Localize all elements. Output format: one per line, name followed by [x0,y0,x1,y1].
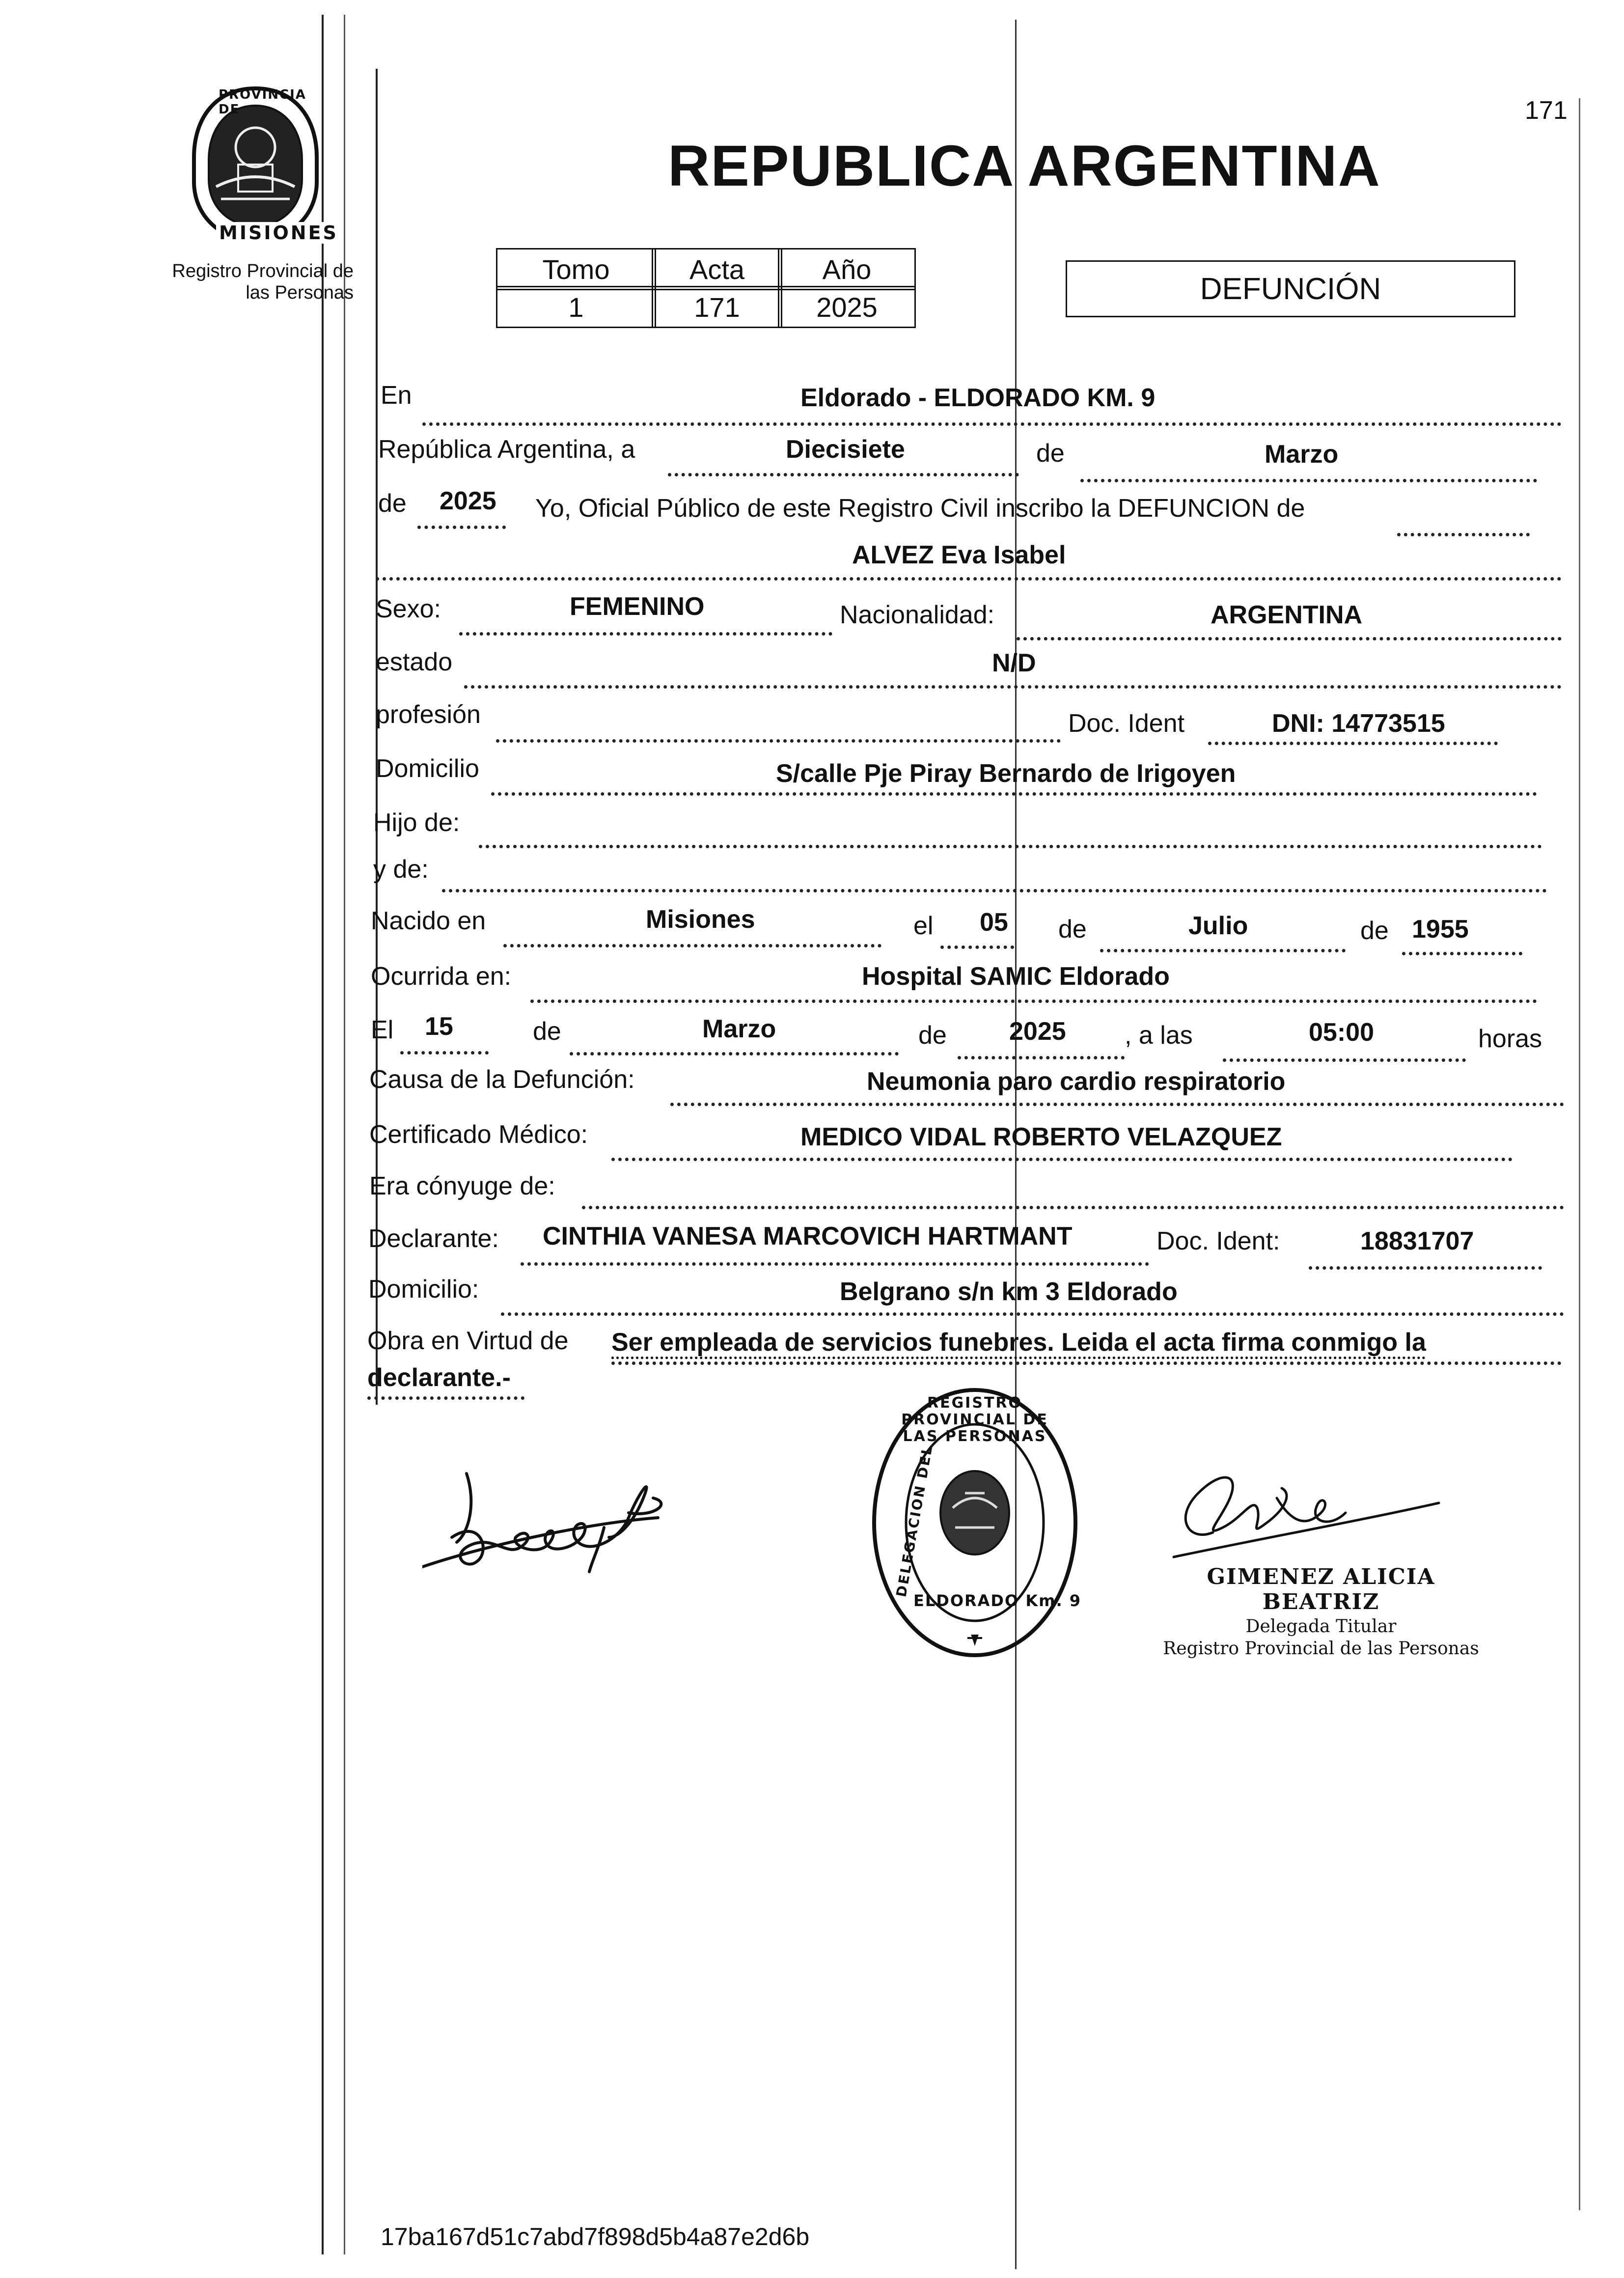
left-margin-rule-3 [376,69,378,1405]
death-year-dots [958,1056,1125,1059]
year-value: 2025 [440,487,496,515]
signatory-name: GIMENEZ ALICIA BEATRIZ [1207,1564,1435,1614]
left-margin-rule-2 [344,15,345,2254]
page-number: 171 [1525,96,1568,125]
table-header-acta: Acta [652,248,782,290]
table-header-ano: Año [778,248,916,290]
table-value-tomo: 1 [496,286,656,328]
causa-dots [670,1103,1564,1106]
day-word-value: Diecisiete [786,435,905,464]
en-dots [422,422,1562,426]
hijo-label: Hijo de: [373,808,460,837]
table-header-tomo: Tomo [496,248,656,290]
ocurrida-label: Ocurrida en: [371,962,512,991]
declarant-signature [422,1444,717,1591]
registry-name [147,260,354,304]
provincial-seal [182,83,338,246]
birth-de2-label: de [1360,917,1389,945]
sexo-label: Sexo: [376,595,441,623]
right-margin-rule [1579,98,1580,2210]
birth-year-dots [1402,952,1522,955]
birth-day-value: 05 [980,908,1008,937]
causa-label: Causa de la Defunción: [369,1065,635,1094]
de-label-2: de [378,489,407,518]
decl-domicilio-label: Domicilio: [368,1275,479,1304]
conyuge-label: Era cónyuge de: [369,1172,555,1200]
death-month-value: Marzo [702,1015,776,1043]
profesion-dots [496,739,1061,743]
stamp-bottom-text: ELDORADO Km. 9 [913,1591,1082,1610]
table-value-ano: 2025 [778,286,916,328]
seal-text-top: PROVINCIA DE [219,87,306,117]
birth-month-dots [1100,949,1346,952]
doc-ident-value: DNI: 14773515 [1272,709,1445,738]
obra-dots-2 [367,1396,524,1400]
conyuge-dots [582,1206,1564,1209]
left-margin-rule [322,15,324,2254]
nacionalidad-value: ARGENTINA [1211,601,1363,629]
registry-name-line2: las Personas [246,282,354,303]
death-year-value: 2025 [1009,1017,1066,1046]
birth-month-value: Julio [1188,912,1248,940]
nacionalidad-dots [1017,637,1562,640]
obra-label: Obra en Virtud de [367,1327,569,1355]
horas-label: horas [1478,1025,1542,1053]
stamp-top-text: REGISTRO PROVINCIAL DE LAS PERSONAS [901,1394,1048,1445]
signatory-office: Registro Provincial de las Personas [1163,1639,1479,1659]
oficial-text: Yo, Oficial Público de este Registro Civil inscribo la DEFUNCION de [535,494,1305,523]
oficial-dots [1397,533,1530,536]
document-hash: 17ba167d51c7abd7f898d5b4a87e2d6b [381,2223,810,2250]
y-de-dots [442,889,1547,892]
de-label: de [1036,439,1065,468]
declarante-dots [521,1262,1149,1266]
obra-dots [611,1361,1562,1365]
official-signature [1144,1454,1449,1582]
signatory-block [1149,1564,1493,1659]
estado-value: N/D [992,649,1036,677]
seal-text-bottom: MISIONES [216,222,341,244]
sexo-value: FEMENINO [570,592,705,621]
el2-label: El [371,1016,394,1044]
death-de2-label: de [918,1021,947,1050]
record-type-box: DEFUNCIÓN [1066,260,1515,317]
ocurrida-dots [530,1000,1537,1003]
y-de-label: y de: [373,855,429,884]
nacido-label: Nacido en [371,907,486,935]
nacido-dots [503,944,881,947]
domicilio-dots [491,792,1537,796]
republica-label: República Argentina, a [378,435,635,464]
month-dots [1080,479,1537,482]
stamp-side-text: DELEGACION DEL [893,1443,936,1599]
obra-value-line2: declarante.- [367,1363,511,1392]
estado-label: estado [376,648,453,676]
certificado-dots [611,1158,1513,1161]
deceased-name-value: ALVEZ Eva Isabel [852,541,1066,569]
death-month-dots [570,1052,899,1056]
causa-value: Neumonia paro cardio respiratorio [867,1067,1286,1096]
death-de1-label: de [533,1017,561,1046]
doc-ident-label: Doc. Ident [1068,709,1185,738]
official-stamp [867,1380,1083,1665]
year-dots [417,526,506,529]
domicilio-value: S/calle Pje Piray Bernardo de Irigoyen [776,759,1236,788]
birth-year-value: 1955 [1412,915,1469,944]
nacionalidad-label: Nacionalidad: [840,601,995,629]
month-value: Marzo [1265,440,1339,469]
nacido-value: Misiones [646,905,755,934]
domicilio-label: Domicilio [376,754,479,783]
country-title: REPUBLICA ARGENTINA [668,134,1381,198]
deceased-name-dots [376,577,1562,581]
decl-doc-label: Doc. Ident: [1156,1227,1280,1255]
day-word-dots [668,473,1019,476]
el-label: el [913,912,934,940]
declarante-label: Declarante: [368,1224,499,1253]
sexo-dots [459,632,832,636]
death-time-dots [1223,1058,1466,1062]
estado-dots [464,685,1562,689]
en-value: Eldorado - ELDORADO KM. 9 [800,384,1156,412]
birth-day-dots [940,945,1014,949]
death-time-value: 05:00 [1309,1018,1374,1047]
decl-doc-value: 18831707 [1360,1227,1474,1255]
decl-domicilio-value: Belgrano s/n km 3 Eldorado [840,1278,1178,1306]
birth-de1-label: de [1058,915,1087,944]
decl-doc-dots [1309,1266,1542,1270]
table-value-acta: 171 [652,286,782,328]
certificado-label: Certificado Médico: [369,1120,588,1149]
signatory-title: Delegada Titular [1245,1616,1397,1637]
registry-name-line1: Registro Provincial de [172,261,354,281]
certificado-value: MEDICO VIDAL ROBERTO VELAZQUEZ [800,1123,1282,1151]
profesion-label: profesión [376,700,481,729]
death-day-dots [400,1051,489,1055]
death-day-value: 15 [425,1012,453,1041]
decl-domicilio-dots [501,1312,1564,1316]
declarante-value: CINTHIA VANESA MARCOVICH HARTMANT [543,1222,1073,1250]
a-las-label: , a las [1125,1021,1193,1050]
obra-value-line1: Ser empleada de servicios funebres. Leida el acta firma conmigo la [611,1328,1426,1357]
ocurrida-value: Hospital SAMIC Eldorado [862,962,1170,991]
en-label: En [381,381,412,410]
doc-ident-dots [1208,742,1498,745]
hijo-dots [479,845,1542,848]
